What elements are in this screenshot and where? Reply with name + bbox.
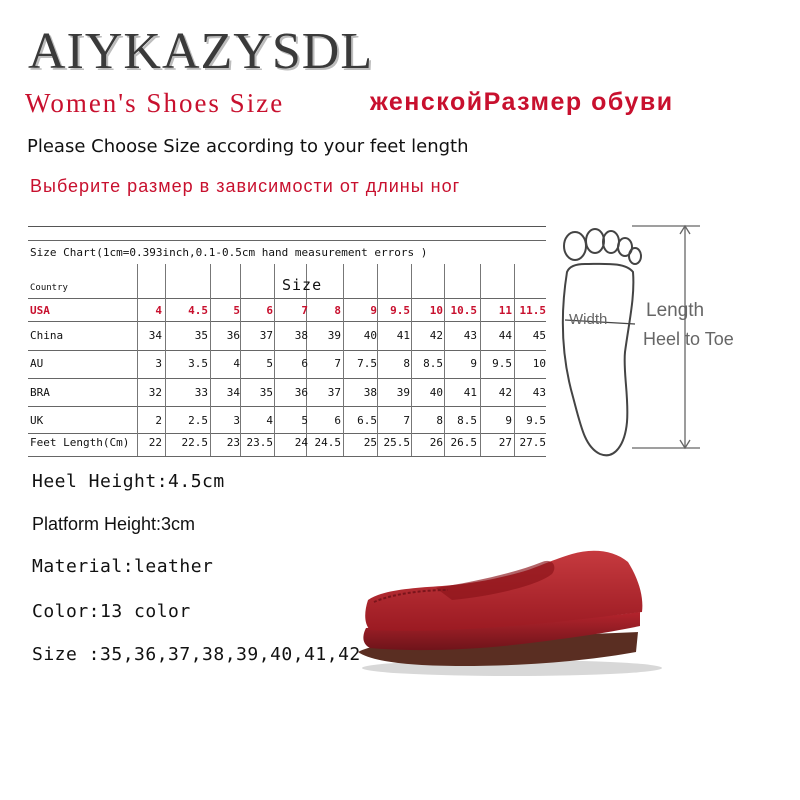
chart-cell: 9.5	[492, 357, 512, 370]
spec-platform-height: Platform Height:3cm	[32, 514, 196, 534]
chart-cell: 45	[532, 329, 546, 342]
chart-cell: 8	[436, 414, 443, 427]
chart-cell: 6.5	[357, 414, 377, 427]
size-chart-caption: Size Chart(1cm=0.393inch,0.1-0.5cm hand measurement errors )	[30, 246, 428, 259]
chart-cell: 38	[363, 386, 377, 399]
chart-cell: 4.5	[188, 304, 208, 317]
chart-cell: 9	[505, 414, 512, 427]
chart-row-label: UK	[30, 414, 44, 427]
chart-cell: 11.5	[519, 304, 546, 317]
chart-cell: 10	[429, 304, 443, 317]
chart-cell: 6	[266, 304, 273, 317]
chart-cell: 2	[155, 414, 162, 427]
instruction-english: Please Choose Size according to your feet length	[27, 136, 469, 157]
chart-cell: 7	[301, 304, 308, 317]
chart-cell: 24	[294, 436, 308, 449]
chart-grid-vline	[137, 264, 138, 456]
chart-cell: 9	[370, 304, 377, 317]
chart-cell: 5	[301, 414, 308, 427]
chart-cell: 22.5	[181, 436, 208, 449]
chart-grid-hline	[28, 433, 546, 434]
chart-cell: 43	[532, 386, 546, 399]
chart-cell: 26	[429, 436, 443, 449]
chart-cell: 4	[266, 414, 273, 427]
chart-size-label: Size	[282, 276, 323, 294]
chart-cell: 35	[259, 386, 273, 399]
chart-cell: 23	[226, 436, 240, 449]
chart-cell: 26.5	[450, 436, 477, 449]
chart-cell: 7	[403, 414, 410, 427]
chart-cell: 5	[233, 304, 240, 317]
chart-cell: 34	[226, 386, 240, 399]
chart-grid-vline	[165, 264, 166, 456]
chart-row-label: USA	[30, 304, 50, 317]
chart-row-label: Feet Length(Cm)	[30, 436, 130, 449]
chart-cell: 27.5	[519, 436, 546, 449]
instruction-russian: Выберите размер в зависимости от длины ног	[30, 176, 461, 196]
chart-cell: 6	[301, 357, 308, 370]
chart-cell: 3	[155, 357, 162, 370]
chart-grid-hline	[28, 321, 546, 322]
chart-cell: 35	[194, 329, 208, 342]
size-chart-table	[28, 226, 546, 456]
chart-cell: 8.5	[457, 414, 477, 427]
chart-row-label: BRA	[30, 386, 50, 399]
chart-cell: 6	[334, 414, 341, 427]
chart-cell: 22	[148, 436, 162, 449]
chart-cell: 43	[463, 329, 477, 342]
chart-cell: 8	[334, 304, 341, 317]
length-label: Length	[646, 300, 705, 321]
chart-cell: 36	[226, 329, 240, 342]
chart-cell: 41	[396, 329, 410, 342]
chart-grid-vline	[514, 264, 515, 456]
chart-grid-hline	[28, 378, 546, 379]
chart-row-label: China	[30, 329, 64, 342]
chart-cell: 9	[470, 357, 477, 370]
chart-grid-vline	[444, 264, 445, 456]
chart-cell: 9.5	[390, 304, 410, 317]
chart-cell: 7	[334, 357, 341, 370]
heel-to-toe-label: Heel to Toe	[643, 329, 734, 349]
chart-cell: 34	[148, 329, 162, 342]
chart-grid-vline	[377, 264, 378, 456]
chart-cell: 25.5	[383, 436, 410, 449]
chart-cell: 8.5	[423, 357, 443, 370]
chart-cell: 4	[233, 357, 240, 370]
title-english: Women's Shoes Size	[25, 88, 285, 118]
chart-cell: 8	[403, 357, 410, 370]
brand-logo: AIYKAZYSDL	[28, 23, 374, 80]
foot-outline-icon	[563, 229, 641, 455]
width-label: Width	[569, 311, 608, 328]
chart-country-label: Country	[30, 283, 68, 293]
chart-cell: 3.5	[188, 357, 208, 370]
chart-grid-vline	[343, 264, 344, 456]
chart-cell: 25	[363, 436, 377, 449]
chart-cell: 40	[363, 329, 377, 342]
chart-cell: 11	[498, 304, 512, 317]
chart-cell: 33	[194, 386, 208, 399]
chart-cell: 39	[396, 386, 410, 399]
chart-cell: 40	[429, 386, 443, 399]
shoe-image	[352, 540, 662, 680]
chart-grid-vline	[411, 264, 412, 456]
chart-grid-vline	[480, 264, 481, 456]
chart-cell: 38	[294, 329, 308, 342]
chart-grid-hline	[28, 298, 546, 299]
chart-grid-vline	[274, 264, 275, 456]
spec-heel-height: Heel Height:4.5cm	[32, 471, 225, 492]
chart-cell: 10	[532, 357, 546, 370]
chart-cell: 39	[327, 329, 341, 342]
chart-grid-vline	[210, 264, 211, 456]
chart-cell: 9.5	[526, 414, 546, 427]
chart-row-label: AU	[30, 357, 44, 370]
chart-grid-hline	[28, 240, 546, 241]
chart-grid-vline	[240, 264, 241, 456]
chart-grid-hline	[28, 406, 546, 407]
spec-material: Material:leather	[32, 556, 214, 577]
spec-color: Color:13 color	[32, 601, 191, 622]
chart-cell: 2.5	[188, 414, 208, 427]
chart-cell: 42	[498, 386, 512, 399]
chart-cell: 32	[148, 386, 162, 399]
chart-cell: 36	[294, 386, 308, 399]
spec-size: Size :35,36,37,38,39,40,41,42	[32, 644, 361, 665]
chart-cell: 37	[259, 329, 273, 342]
chart-cell: 37	[327, 386, 341, 399]
foot-diagram	[545, 212, 800, 502]
chart-cell: 10.5	[450, 304, 477, 317]
chart-cell: 5	[266, 357, 273, 370]
chart-cell: 7.5	[357, 357, 377, 370]
chart-cell: 42	[429, 329, 443, 342]
chart-cell: 3	[233, 414, 240, 427]
chart-cell: 4	[155, 304, 162, 317]
chart-grid-hline	[28, 456, 546, 457]
chart-cell: 24.5	[314, 436, 341, 449]
title-russian: женскойРазмер обуви	[370, 88, 674, 116]
chart-cell: 23.5	[246, 436, 273, 449]
chart-cell: 41	[463, 386, 477, 399]
chart-cell: 27	[498, 436, 512, 449]
chart-cell: 44	[498, 329, 512, 342]
chart-grid-hline	[28, 350, 546, 351]
